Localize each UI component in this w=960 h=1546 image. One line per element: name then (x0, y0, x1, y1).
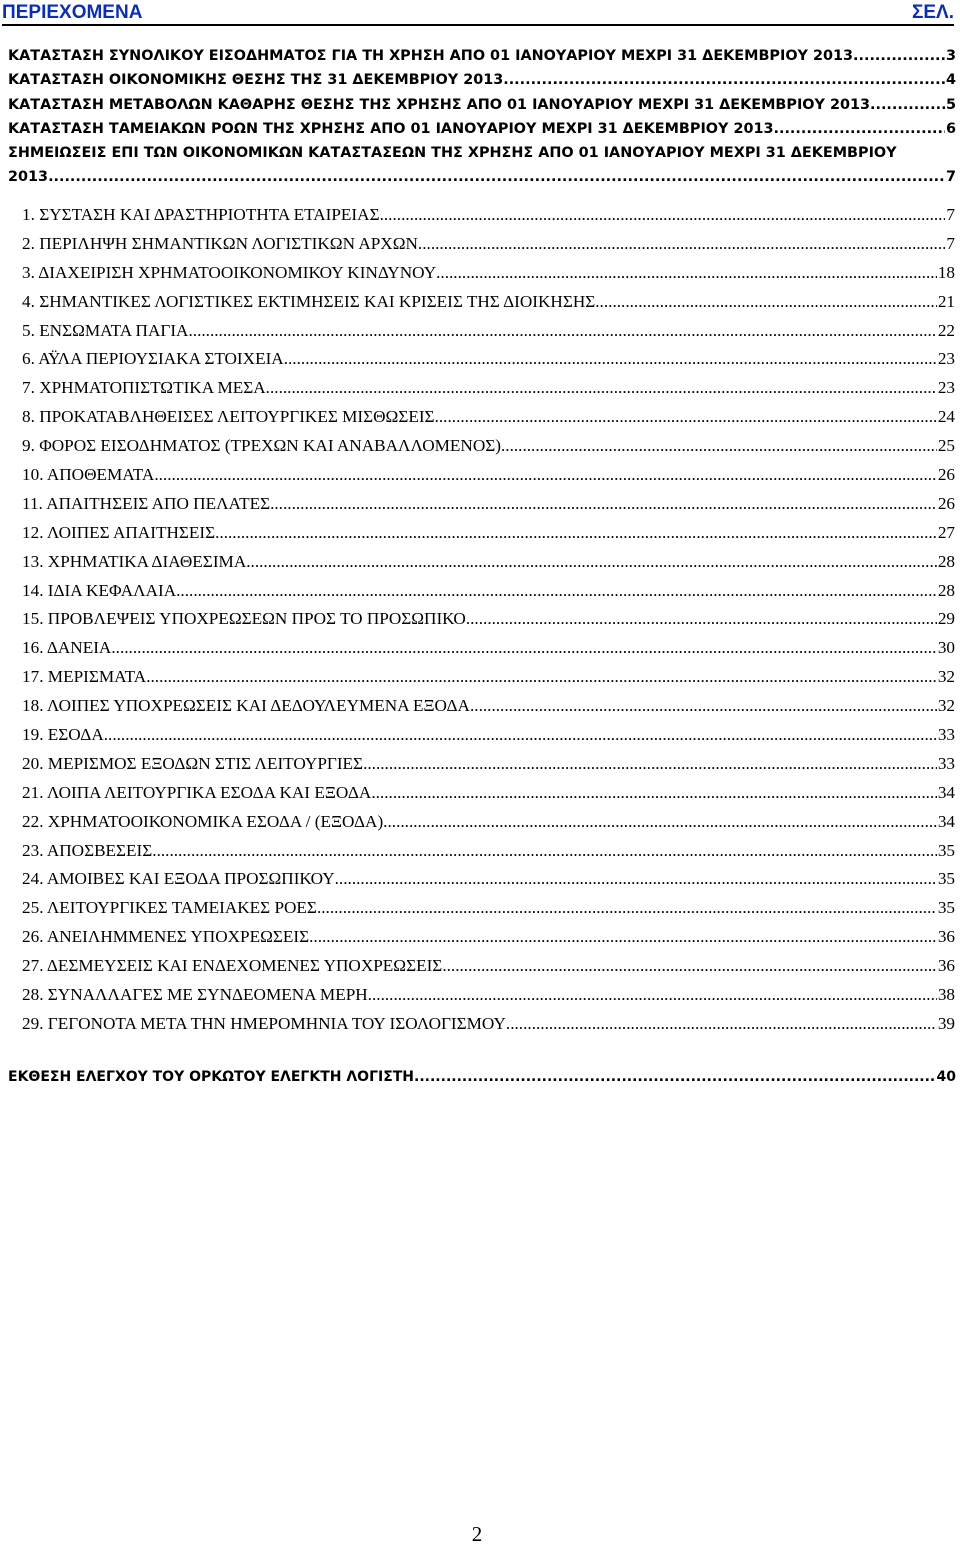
toc-note-entry[interactable] (22, 721, 955, 750)
toc-entry[interactable] (8, 141, 956, 190)
toc-audit-section (8, 1066, 956, 1088)
toc-entry-page: 34 (937, 811, 955, 831)
toc-entry-title: ΚΑΤΑΣΤΑΣΗ ΜΕΤΑΒΟΛΩΝ ΚΑΘΑΡΗΣ ΘΕΣΗΣ ΤΗΣ ΧΡΗΣΗΣ ΑΠΟ 01 ΙΑΝΟΥΑΡΙΟΥ ΜΕΧΡΙ 31 ΔΕΚΕΜΒΡΙΟΥ 2013 (8, 96, 871, 113)
toc-entry-page: 35 (937, 840, 955, 860)
toc-entry-title: 17. ΜΕΡΙΣΜΑΤΑ (22, 667, 147, 687)
toc-entry-title: 9. ΦΟΡΟΣ ΕΙΣΟΔΗΜΑΤΟΣ (ΤΡΕΧΩΝ ΚΑΙ ΑΝΑΒΑΛΛΟΜΕΝΟΣ) (22, 436, 501, 456)
dot-leader (111, 634, 936, 663)
dot-leader (154, 461, 936, 490)
toc-entry-title: 25. ΛΕΙΤΟΥΡΓΙΚΕΣ ΤΑΜΕΙΑΚΕΣ ΡΟΕΣ (22, 898, 317, 918)
toc-entry-page: 32 (937, 667, 955, 687)
toc-entry-title: 22. ΧΡΗΜΑΤΟΟΙΚΟΝΟΜΙΚΑ ΕΣΟΔΑ / (ΕΞΟΔΑ) (22, 811, 384, 831)
page-number (0, 1524, 960, 1544)
toc-entry-page: 24 (937, 407, 955, 427)
toc-note-entry[interactable] (22, 808, 955, 837)
toc-note-entry[interactable] (22, 779, 955, 808)
toc-note-entry[interactable] (22, 750, 955, 779)
toc-note-entry[interactable] (22, 923, 955, 952)
toc-note-entry[interactable] (22, 374, 955, 403)
toc-note-entry[interactable] (22, 837, 955, 866)
dot-leader (176, 577, 937, 606)
toc-entry-page: 30 (937, 638, 955, 658)
dot-leader (246, 548, 937, 577)
dot-leader (470, 692, 937, 721)
toc-entry-page: 6 (945, 120, 956, 137)
toc-entry-page: 32 (937, 696, 955, 716)
toc-entry-title: 2. ΠΕΡΙΛΗΨΗ ΣΗΜΑΝΤΙΚΩΝ ΛΟΓΙΣΤΙΚΩΝ ΑΡΧΩΝ (22, 233, 418, 253)
toc-note-entry[interactable] (22, 259, 955, 288)
dot-leader (368, 981, 937, 1010)
toc-entry-title: ΚΑΤΑΣΤΑΣΗ ΣΥΝΟΛΙΚΟΥ ΕΙΣΟΔΗΜΑΤΟΣ ΓΙΑ ΤΗ ΧΡΗΣΗ ΑΠΟ 01 ΙΑΝΟΥΑΡΙΟΥ ΜΕΧΡΙ 31 ΔΕΚΕΜΒΡΙΟΥ 2013 (8, 48, 854, 64)
toc-entry-title: 3. ΔΙΑΧΕΙΡΙΣΗ ΧΡΗΜΑΤΟΟΙΚΟΝΟΜΙΚΟΥ ΚΙΝΔΥΝΟΥ (22, 262, 437, 282)
dot-leader (418, 230, 945, 259)
toc-entry-page: 23 (937, 349, 955, 369)
toc-note-entry[interactable] (22, 981, 955, 1010)
dot-leader (335, 865, 937, 894)
toc-entry-title: 29. ΓΕΓΟΝΟΤΑ ΜΕΤΑ ΤΗΝ ΗΜΕΡΟΜΗΝΙΑ ΤΟΥ ΙΣΟΛΟΓΙΣΜΟΥ (22, 1013, 506, 1033)
toc-entry-page: 39 (937, 1013, 955, 1033)
toc-note-entry[interactable] (22, 605, 955, 634)
toc-entry-title: 11. ΑΠΑΙΤΗΣΕΙΣ ΑΠΟ ΠΕΛΑΤΕΣ (22, 493, 271, 513)
dot-leader (188, 317, 936, 346)
toc-entry-page: 25 (937, 436, 955, 456)
toc-entry[interactable] (8, 93, 956, 117)
toc-entry-title: 26. ΑΝΕΙΛΗΜΜΕΝΕΣ ΥΠΟΧΡΕΩΣΕΙΣ (22, 927, 310, 947)
toc-entry-title-continued: 2013 (8, 169, 49, 186)
toc-note-entry[interactable] (22, 663, 955, 692)
toc-title: ΠΕΡΙΕΧΟΜΕΝΑ (2, 2, 143, 23)
dot-leader (266, 374, 937, 403)
toc-note-entry[interactable] (22, 288, 955, 317)
dot-leader (146, 663, 937, 692)
toc-entry-title: ΚΑΤΑΣΤΑΣΗ ΤΑΜΕΙΑΚΩΝ ΡΟΩΝ ΤΗΣ ΧΡΗΣΗΣ ΑΠΟ 01 ΙΑΝΟΥΑΡΙΟΥ ΜΕΧΡΙ 31 ΔΕΚΕΜΒΡΙΟΥ 2013 (8, 120, 774, 137)
toc-note-entry[interactable] (22, 577, 955, 606)
toc-entry-title: 20. ΜΕΡΙΣΜΟΣ ΕΞΟΔΩΝ ΣΤΙΣ ΛΕΙΤΟΥΡΓΙΕΣ (22, 753, 364, 773)
toc-entry[interactable] (8, 68, 956, 92)
toc-entry-page: 18 (937, 262, 955, 282)
toc-entry-page: 28 (937, 551, 955, 571)
toc-entry-page: 29 (937, 609, 955, 629)
dot-leader (317, 894, 937, 923)
toc-entry-page: 5 (945, 96, 956, 113)
toc-note-entry[interactable] (22, 692, 955, 721)
toc-entry-page: 7 (946, 205, 955, 224)
dot-leader (371, 779, 936, 808)
page-number-text: 2 (471, 1522, 483, 1546)
dot-leader (363, 750, 937, 779)
toc-entry-page: 38 (937, 985, 955, 1005)
dot-leader (466, 605, 937, 634)
dot-leader (270, 490, 937, 519)
toc-entry-page: 4 (945, 72, 956, 89)
toc-entry-title: ΣΗΜΕΙΩΣΕΙΣ ΕΠΙ ΤΩΝ ΟΙΚΟΝΟΜΙΚΩΝ ΚΑΤΑΣΤΑΣΕΩΝ ΤΗΣ ΧΡΗΣΗΣ ΑΠΟ 01 ΙΑΝΟΥΑΡΙΟΥ ΜΕΧΡΙ 31 ΔΕΚΕΜΒΡΙΟΥ (8, 145, 897, 162)
toc-entry-title: 19. ΕΣΟΔΑ (22, 725, 104, 745)
toc-note-entry[interactable] (22, 519, 955, 548)
toc-entry[interactable] (8, 117, 956, 141)
dot-leader (501, 432, 937, 461)
toc-entry-page: 36 (937, 927, 955, 947)
toc-entry-page: 35 (937, 898, 955, 918)
toc-entry-page: 3 (945, 48, 956, 64)
toc-entry-page: 7 (945, 169, 956, 186)
toc-entry-title: 24. ΑΜΟΙΒΕΣ ΚΑΙ ΕΞΟΔΑ ΠΡΟΣΩΠΙΚΟΥ (22, 869, 335, 889)
toc-note-entry[interactable] (22, 894, 955, 923)
toc-note-entry[interactable] (22, 952, 955, 981)
toc-entry-page: 33 (937, 753, 955, 773)
toc-entry[interactable] (8, 44, 956, 68)
toc-note-entry[interactable] (22, 1010, 955, 1039)
toc-entry-page: 7 (946, 233, 955, 253)
toc-note-entry[interactable] (22, 548, 955, 577)
toc-entry-page: 23 (937, 378, 955, 398)
dot-leader (215, 519, 937, 548)
toc-entry-page: 26 (937, 493, 955, 513)
toc-note-entry[interactable] (22, 201, 955, 230)
dot-leader (380, 201, 946, 230)
toc-entry-title: 5. ΕΝΣΩΜΑΤΑ ΠΑΓΙΑ (22, 320, 189, 340)
toc-entry-title: 16. ΔΑΝΕΙΑ (22, 638, 112, 658)
toc-notes-section (22, 201, 955, 1039)
toc-note-entry[interactable] (22, 432, 955, 461)
toc-entry-title: 14. ΙΔΙΑ ΚΕΦΑΛΑΙΑ (22, 580, 177, 600)
toc-entry-title: 7. ΧΡΗΜΑΤΟΠΙΣΤΩΤΙΚΑ ΜΕΣΑ (22, 378, 266, 398)
toc-entry-title: 1. ΣΥΣΤΑΣΗ ΚΑΙ ΔΡΑΣΤΗΡΙΟΤΗΤΑ ΕΤΑΙΡΕΙΑΣ (22, 205, 380, 224)
dot-leader (442, 952, 937, 981)
toc-entry-title: ΕΚΘΕΣΗ ΕΛΕΓΧΟΥ ΤΟΥ ΟΡΚΩΤΟΥ ΕΛΕΓΚΤΗ ΛΟΓΙΣΤΗ (8, 1069, 415, 1085)
toc-entry-title: 23. ΑΠΟΣΒΕΣΕΙΣ (22, 840, 153, 860)
toc-entry-title: 15. ΠΡΟΒΛΕΨΕΙΣ ΥΠΟΧΡΕΩΣΕΩΝ ΠΡΟΣ ΤΟ ΠΡΟΣΩΠΙΚΟ (22, 609, 466, 629)
toc-entry-page: 35 (937, 869, 955, 889)
toc-entry-page: 27 (937, 522, 955, 542)
toc-entry-title: 21. ΛΟΙΠΑ ΛΕΙΤΟΥΡΓΙΚΑ ΕΣΟΔΑ ΚΑΙ ΕΞΟΔΑ (22, 782, 372, 802)
dot-leader (436, 259, 937, 288)
toc-note-entry[interactable] (22, 317, 955, 346)
toc-note-entry[interactable] (22, 865, 955, 894)
toc-entry-page: 21 (937, 291, 955, 311)
dot-leader (595, 288, 937, 317)
toc-entry-title: 8. ΠΡΟΚΑΤΑΒΛΗΘΕΙΣΕΣ ΛΕΙΤΟΥΡΓΙΚΕΣ ΜΙΣΘΩΣΕΙΣ (22, 407, 435, 427)
toc-entry-title: 6. ΑΫΛΑ ΠΕΡΙΟΥΣΙΑΚΑ ΣΤΟΙΧΕΙΑ (22, 349, 284, 369)
dot-leader (506, 1010, 937, 1039)
toc-note-entry[interactable] (22, 461, 955, 490)
toc-entry-page: 28 (937, 580, 955, 600)
toc-entry-continuation (8, 165, 956, 189)
toc-entry-title: 27. ΔΕΣΜΕΥΣΕΙΣ ΚΑΙ ΕΝΔΕΧΟΜΕΝΕΣ ΥΠΟΧΡΕΩΣΕΙΣ (22, 956, 443, 976)
dot-leader (774, 117, 945, 141)
dot-leader (870, 93, 945, 117)
dot-leader (503, 68, 945, 92)
dot-leader (309, 923, 937, 952)
toc-header (2, 0, 954, 26)
toc-entry-title: 12. ΛΟΙΠΕΣ ΑΠΑΙΤΗΣΕΙΣ (22, 522, 216, 542)
dot-leader (435, 403, 937, 432)
toc-entry-page: 26 (937, 465, 955, 485)
toc-entry[interactable] (8, 1066, 956, 1088)
toc-entry-page: 33 (937, 725, 955, 745)
dot-leader (152, 837, 937, 866)
toc-entry-page: 40 (936, 1069, 956, 1085)
toc-entry-page: 34 (937, 782, 955, 802)
dot-leader (853, 44, 945, 68)
toc-note-entry[interactable] (22, 490, 955, 519)
toc-entry-title: 13. ΧΡΗΜΑΤΙΚΑ ΔΙΑΘΕΣΙΜΑ (22, 551, 247, 571)
toc-note-entry[interactable] (22, 345, 955, 374)
toc-entry-title: 4. ΣΗΜΑΝΤΙΚΕΣ ΛΟΓΙΣΤΙΚΕΣ ΕΚΤΙΜΗΣΕΙΣ ΚΑΙ ΚΡΙΣΕΙΣ ΤΗΣ ΔΙΟΙΚΗΣΗΣ (22, 291, 596, 311)
toc-entry-title: ΚΑΤΑΣΤΑΣΗ ΟΙΚΟΝΟΜΙΚΗΣ ΘΕΣΗΣ ΤΗΣ 31 ΔΕΚΕΜΒΡΙΟΥ 2013 (8, 72, 504, 89)
dot-leader (414, 1066, 935, 1088)
toc-note-entry[interactable] (22, 403, 955, 432)
dot-leader (104, 721, 937, 750)
toc-entry-page: 22 (937, 320, 955, 340)
toc-main-section (8, 44, 956, 190)
dot-leader (383, 808, 937, 837)
page-column-label: ΣΕΛ. (911, 2, 954, 23)
toc-entry-title: 18. ΛΟΙΠΕΣ ΥΠΟΧΡΕΩΣΕΙΣ ΚΑΙ ΔΕΔΟΥΛΕΥΜΕΝΑ ΕΞΟΔΑ (22, 696, 470, 716)
dot-leader (284, 345, 937, 374)
toc-note-entry[interactable] (22, 634, 955, 663)
dot-leader (48, 165, 945, 189)
toc-note-entry[interactable] (22, 230, 955, 259)
toc-entry-page: 36 (937, 956, 955, 976)
toc-entry-title: 10. ΑΠΟΘΕΜΑΤΑ (22, 465, 155, 485)
toc-entry-title: 28. ΣΥΝΑΛΛΑΓΕΣ ΜΕ ΣΥΝΔΕΟΜΕΝΑ ΜΕΡΗ (22, 985, 368, 1005)
